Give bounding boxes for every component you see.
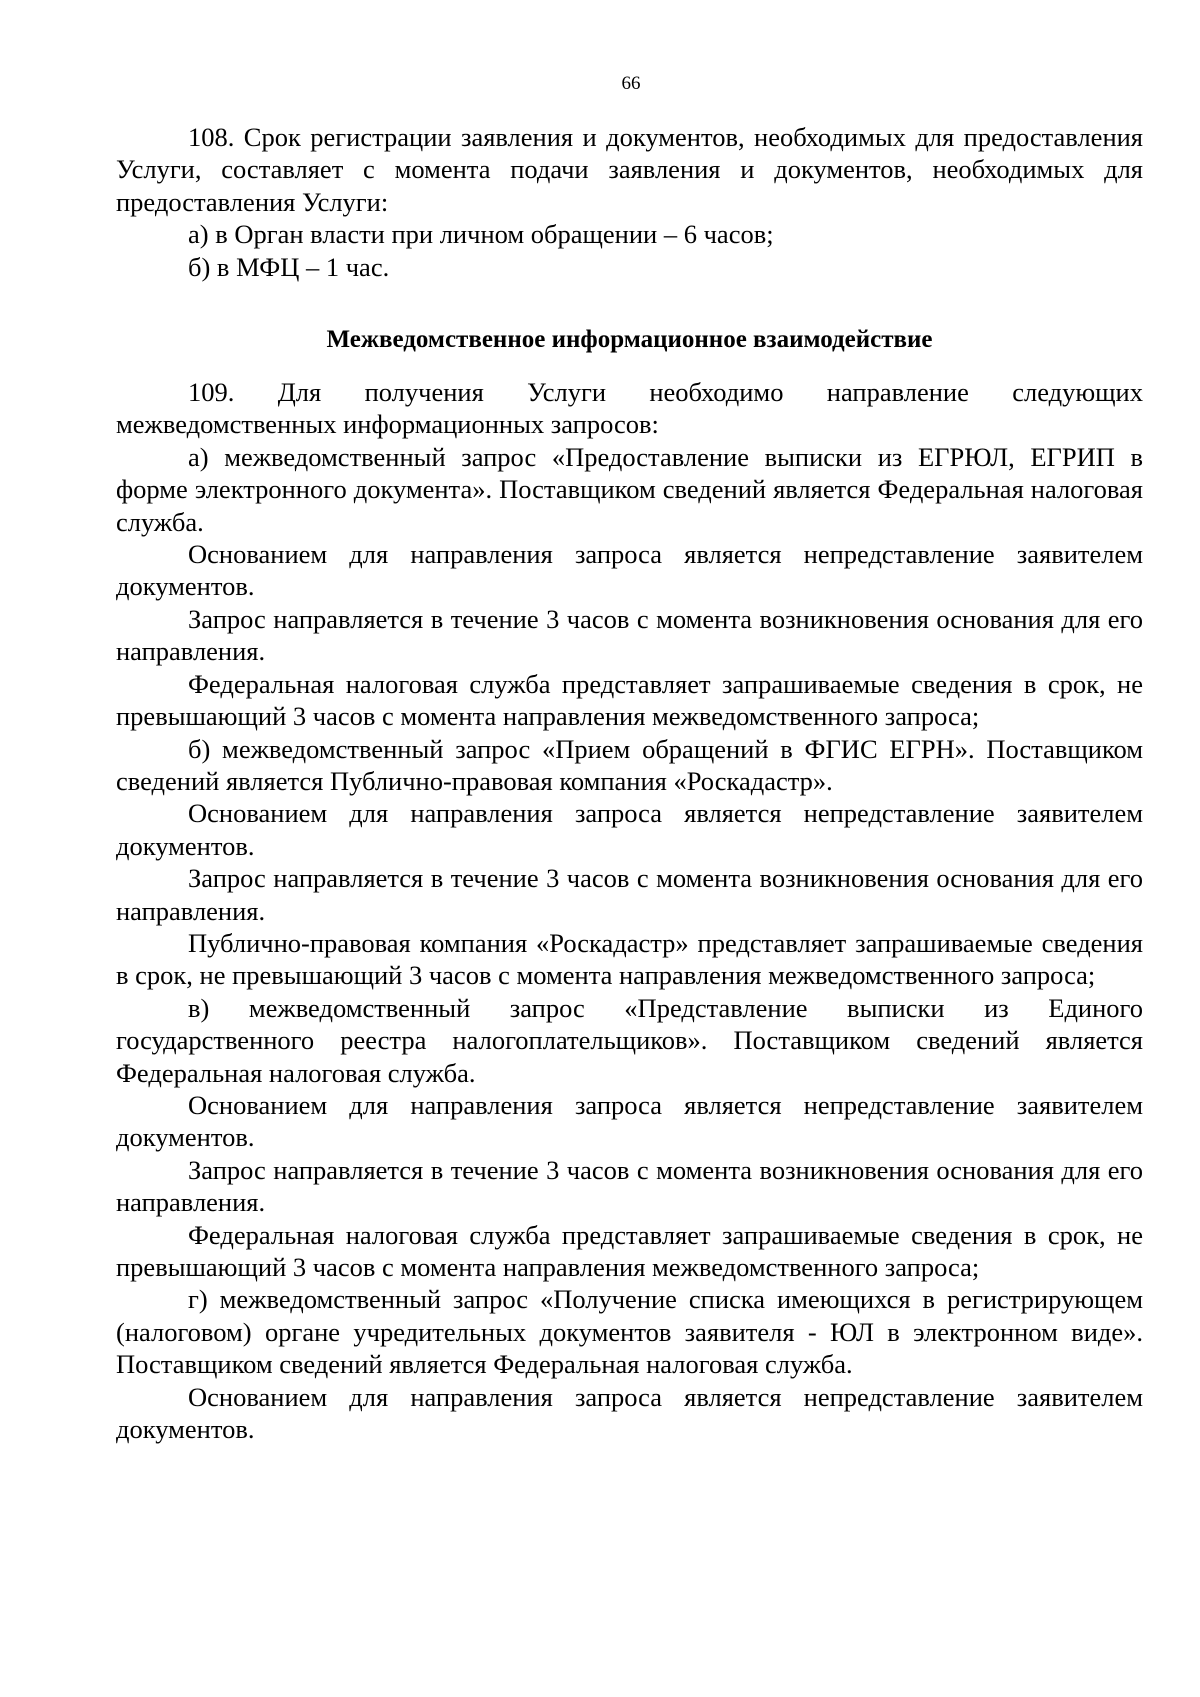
paragraph-109-item-a: а) межведомственный запрос «Предоставление выписки из ЕГРЮЛ, ЕГРИП в форме электронного документа». Поставщиком сведений является Федеральная налоговая служба. xyxy=(116,441,1143,537)
document-body xyxy=(116,121,1143,1445)
paragraph-response-timing: Публично-правовая компания «Роскадастр» представляет запрашиваемые сведения в срок, не превышающий 3 часов с момента направления межведомственного запроса; xyxy=(116,927,1143,991)
paragraph-request-timing: Запрос направляется в течение 3 часов с момента возникновения основания для его направления. xyxy=(116,1154,1143,1218)
paragraph-108-item-b: б) в МФЦ – 1 час. xyxy=(188,251,390,282)
paragraph-response-timing: Федеральная налоговая служба представляет запрашиваемые сведения в срок, не превышающий 3 часов с момента направления межведомственного запроса; xyxy=(116,668,1143,732)
paragraph-request-timing: Запрос направляется в течение 3 часов с момента возникновения основания для его направления. xyxy=(116,603,1143,667)
spacer xyxy=(116,283,1143,324)
paragraph-108: 108. Срок регистрации заявления и документов, необходимых для предоставления Услуги, составляет с момента подачи заявления и документов, необходимых для предоставления Услуги: xyxy=(116,122,1143,217)
paragraph-109-item-d: г) межведомственный запрос «Получение списка имеющихся в регистрирующем (налоговом) органе учредительных документов заявителя - ЮЛ в электронном виде». Поставщиком сведений является Федеральная налоговая служба. xyxy=(116,1284,1143,1380)
spacer xyxy=(116,356,1143,376)
paragraph-108-item-a: а) в Орган власти при личном обращении – 6 часов; xyxy=(188,219,774,250)
page-number: 66 xyxy=(621,73,641,94)
paragraph-basis: Основанием для направления запроса является непредставление заявителем документов. xyxy=(116,1381,1143,1445)
paragraph-request-timing: Запрос направляется в течение 3 часов с момента возникновения основания для его направления. xyxy=(116,863,1143,926)
paragraph-109-item-b: б) межведомственный запрос «Прием обращений в ФГИС ЕГРН». Поставщиком сведений является Публично-правовая компания «Роскадастр». xyxy=(116,733,1143,796)
paragraph-109-item-c: в) межведомственный запрос «Представление выписки из Единого государственного реестра налогоплательщиков». Поставщиком сведений является Федеральная налоговая служба. xyxy=(116,992,1143,1088)
paragraph-109: 109. Для получения Услуги необходимо направление следующих межведомственных информационных запросов: xyxy=(116,377,1143,440)
paragraph-response-timing: Федеральная налоговая служба представляет запрашиваемые сведения в срок, не превышающий 3 часов с момента направления межведомственного запроса; xyxy=(116,1219,1143,1282)
section-heading: Межведомственное информационное взаимодействие xyxy=(326,326,933,354)
paragraph-basis: Основанием для направления запроса является непредставление заявителем документов. xyxy=(116,1089,1143,1153)
paragraph-basis: Основанием для направления запроса является непредставление заявителем документов. xyxy=(116,539,1143,602)
paragraph-basis: Основанием для направления запроса является непредставление заявителем документов. xyxy=(116,798,1143,861)
